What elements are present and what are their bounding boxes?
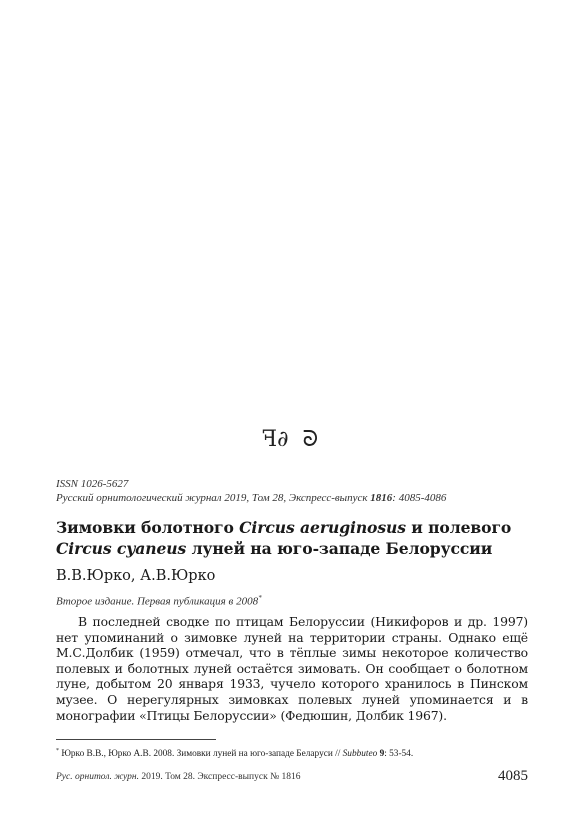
section-ornament: [0, 427, 580, 453]
edition-footnote-mark: *: [258, 594, 262, 602]
publication-meta: [56, 477, 536, 505]
footer-journal-line: [56, 772, 301, 782]
article-authors: В.В.Юрко, А.В.Юрко: [56, 568, 216, 584]
article-title: [56, 517, 536, 559]
page-number: 4085: [498, 768, 528, 784]
journal-citation-line: [56, 491, 536, 505]
title-species-1: Circus aeruginosus: [239, 518, 406, 537]
journal-citation-prefix: Русский орнитологический журнал 2019, Том 28, Экспресс-выпуск: [56, 492, 371, 504]
page-range: : 4085-4086: [392, 492, 447, 504]
ornament-right-glyph: ᘐ: [302, 427, 319, 452]
edition-note: [56, 591, 262, 609]
edition-text: Второе издание. Первая публикация в 2008: [56, 595, 259, 608]
title-part-3: луней на юго-западе Белоруссии: [186, 539, 493, 558]
body-paragraph: В последней сводке по птицам Белоруссии (Никифоров и др. 1997) нет упоминаний о зимовке луней на территории страны. Однако ещё М.С.Долбик (1959) отмечал, что в тёплые зимы некоторое количество полевых и болотных луней остаётся зимовать. Он сообщает о болотном луне, добытом 20 января 1933, чучело которого хранилось в Пинском музее. О нерегулярных зимовках полевых луней упоминается и в монографии «Птицы Белоруссии» (Федюшин, Долбик 1967).: [56, 614, 528, 723]
footnote-text: Юрко В.В., Юрко А.В. 2008. Зимовки луней на юго-западе Беларуси //: [59, 749, 343, 760]
footnote: [56, 745, 536, 760]
page-footer: [56, 768, 528, 788]
footer-issue-text: 2019. Том 28. Экспресс-выпуск № 1816: [138, 772, 301, 782]
footer-journal-abbr: Рус. орнитол. журн.: [56, 772, 139, 782]
title-part-1: Зимовки болотного: [56, 518, 240, 537]
issue-number: 1816: [370, 492, 393, 504]
title-part-2: и полевого: [405, 518, 512, 537]
footnote-journal: Subbuteo: [342, 749, 378, 760]
title-species-2: Circus cyaneus: [56, 539, 187, 558]
footnote-divider: [56, 739, 216, 740]
footnote-volume: 9: [377, 749, 385, 760]
footnote-pages: : 53-54.: [384, 749, 414, 760]
footnote-mark: *: [56, 748, 59, 754]
ornament-left-glyph: ꟻ∂: [261, 427, 289, 452]
issn-line: ISSN 1026-5627: [56, 478, 129, 490]
